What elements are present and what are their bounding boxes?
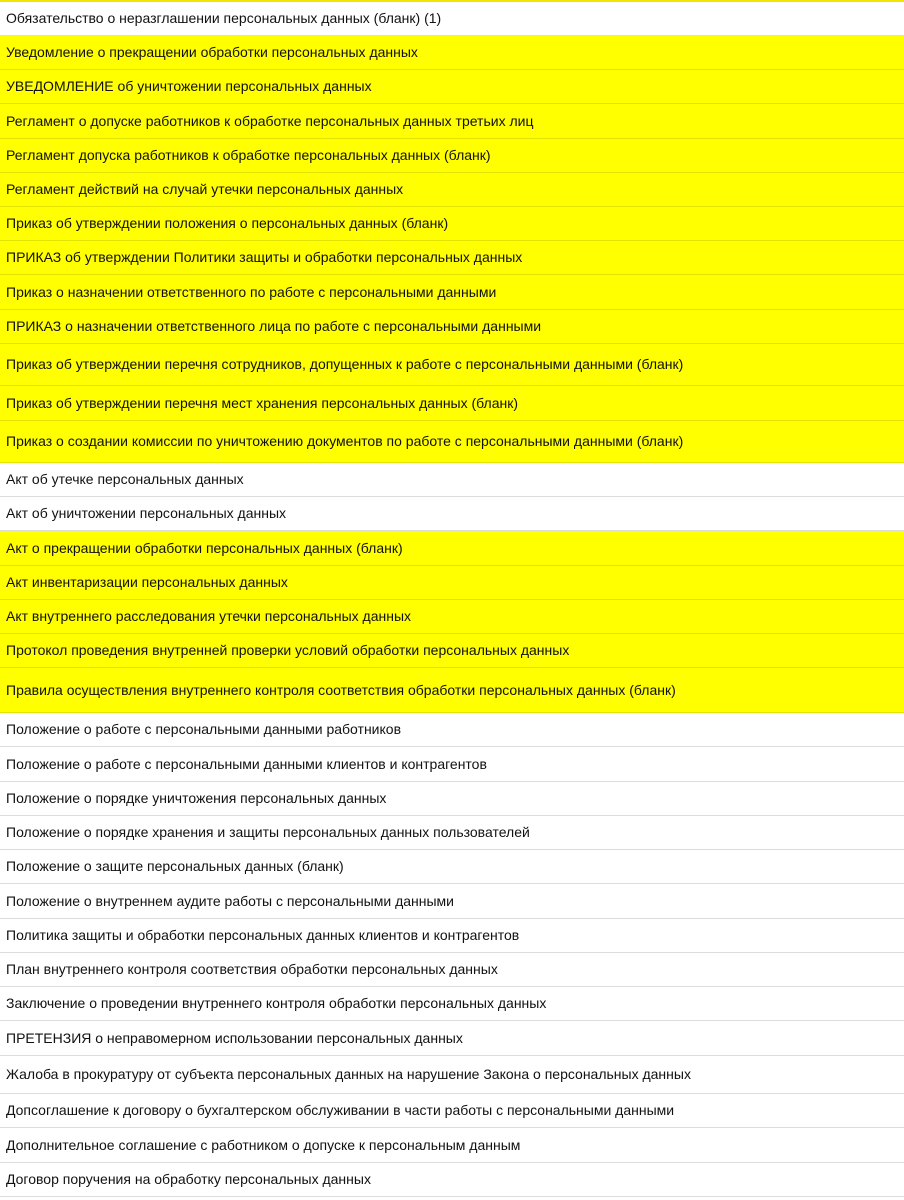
list-item-label: Регламент допуска работников к обработке персональных данных (бланк) bbox=[6, 147, 491, 164]
list-item-label: Регламент о допуске работников к обработке персональных данных третьих лиц bbox=[6, 112, 534, 129]
list-item bbox=[0, 782, 904, 816]
list-item bbox=[0, 241, 904, 275]
list-item bbox=[0, 104, 904, 139]
list-item bbox=[0, 463, 904, 497]
list-item-label: Положение о внутреннем аудите работы с персональными данными bbox=[6, 892, 455, 909]
list-item-label: Политика защиты и обработки персональных данных клиентов и контрагентов bbox=[6, 927, 520, 944]
list-item-label: Приказ об утверждении положения о персональных данных (бланк) bbox=[6, 215, 449, 232]
list-item bbox=[0, 634, 904, 668]
list-item bbox=[0, 713, 904, 747]
list-item-label: Приказ о создании комиссии по уничтожению документов по работе с персональными данными (бланк) bbox=[6, 433, 684, 450]
list-item-label: Протокол проведения внутренней проверки условий обработки персональных данных bbox=[6, 642, 570, 659]
list-item bbox=[0, 139, 904, 173]
list-item bbox=[0, 1056, 904, 1094]
list-item-label: ПРИКАЗ об утверждении Политики защиты и обработки персональных данных bbox=[6, 249, 523, 266]
list-item bbox=[0, 816, 904, 850]
list-item-label: Акт об уничтожении персональных данных bbox=[6, 505, 286, 522]
list-item-label: План внутреннего контроля соответствия обработки персональных данных bbox=[6, 961, 498, 978]
list-item bbox=[0, 344, 904, 386]
list-item bbox=[0, 566, 904, 600]
list-item bbox=[0, 1128, 904, 1163]
list-item-label: Договор поручения на обработку персональных данных bbox=[6, 1171, 371, 1188]
list-item-label: Приказ об утверждении перечня сотрудников, допущенных к работе с персональными данными (бланк) bbox=[6, 356, 684, 373]
list-item bbox=[0, 1163, 904, 1197]
list-item-label: Приказ о назначении ответственного по работе с персональными данными bbox=[6, 283, 497, 300]
list-item bbox=[0, 668, 904, 713]
list-item bbox=[0, 884, 904, 919]
list-item-label: Регламент действий на случай утечки персональных данных bbox=[6, 181, 404, 198]
list-item-label: Акт инвентаризации персональных данных bbox=[6, 574, 288, 591]
list-item bbox=[0, 310, 904, 344]
list-item bbox=[0, 987, 904, 1021]
list-item-label: Допсоглашение к договору о бухгалтерском обслуживании в части работы с персональными данными bbox=[6, 1102, 675, 1119]
list-item bbox=[0, 1094, 904, 1128]
list-item-label: Положение о работе с персональными данными клиентов и контрагентов bbox=[6, 755, 487, 772]
list-item bbox=[0, 1021, 904, 1056]
list-item-label: Правила осуществления внутреннего контроля соответствия обработки персональных данных (бланк) bbox=[6, 681, 676, 698]
list-item bbox=[0, 531, 904, 566]
list-item-label: Приказ об утверждении перечня мест хранения персональных данных (бланк) bbox=[6, 394, 519, 411]
list-item bbox=[0, 850, 904, 884]
list-item bbox=[0, 953, 904, 987]
list-item-label: Обязательство о неразглашении персональных данных (бланк) (1) bbox=[6, 10, 442, 27]
list-item-label: Акт об утечке персональных данных bbox=[6, 471, 244, 488]
list-item-label: Жалоба в прокуратуру от субъекта персональных данных на нарушение Закона о персональных данных bbox=[6, 1066, 691, 1083]
list-item-label: Положение о работе с персональными данными работников bbox=[6, 721, 402, 738]
list-item-label: Положение о защите персональных данных (бланк) bbox=[6, 858, 344, 875]
list-item-label: Акт внутреннего расследования утечки персональных данных bbox=[6, 608, 412, 625]
list-item-label: Акт о прекращении обработки персональных данных (бланк) bbox=[6, 539, 403, 556]
list-item bbox=[0, 207, 904, 241]
list-item-label: Заключение о проведении внутреннего контроля обработки персональных данных bbox=[6, 995, 547, 1012]
list-item-label: Дополнительное соглашение с работником о допуске к персональным данным bbox=[6, 1136, 521, 1153]
list-item-label: Уведомление о прекращении обработки персональных данных bbox=[6, 44, 418, 61]
list-item-label: УВЕДОМЛЕНИЕ об уничтожении персональных данных bbox=[6, 78, 372, 95]
list-item bbox=[0, 275, 904, 310]
list-item-label: Положение о порядке хранения и защиты персональных данных пользователей bbox=[6, 824, 530, 841]
list-item bbox=[0, 173, 904, 207]
list-item-label: ПРИКАЗ о назначении ответственного лица по работе с персональными данными bbox=[6, 318, 542, 335]
list-item-label: ПРЕТЕНЗИЯ о неправомерном использовании персональных данных bbox=[6, 1029, 463, 1046]
list-item bbox=[0, 36, 904, 70]
list-item bbox=[0, 70, 904, 104]
list-item bbox=[0, 386, 904, 421]
list-item-label: Положение о порядке уничтожения персональных данных bbox=[6, 790, 387, 807]
list-item bbox=[0, 497, 904, 531]
list-item bbox=[0, 919, 904, 953]
list-item bbox=[0, 747, 904, 782]
list-item bbox=[0, 421, 904, 463]
list-item bbox=[0, 2, 904, 36]
list-item bbox=[0, 600, 904, 634]
